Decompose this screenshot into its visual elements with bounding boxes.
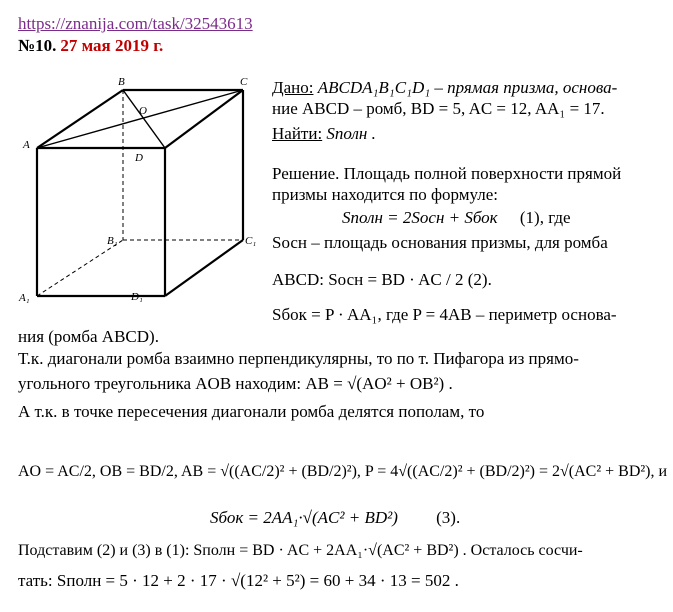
label-D: D: [135, 152, 143, 164]
label-C: C: [240, 76, 248, 88]
given-line-2: ние ABCD – ромб, BD = 5, AC = 12, AA₁ = 17.: [272, 99, 605, 118]
given-label: Дано:: [272, 78, 314, 97]
label-O: O: [139, 105, 147, 117]
task-number: №10.: [18, 36, 57, 55]
solution-line-4: Sбок = P · AA₁, где P = 4AB – периметр основа-: [272, 305, 617, 324]
solution-line-3: Sосн – площадь основания призмы, для ромба: [272, 233, 608, 252]
formula-1: [342, 208, 571, 228]
formula-4: [210, 508, 460, 528]
formula-2: ABCD: Sосн = BD · AC / 2 (2).: [272, 270, 492, 289]
formula-3: AO = AC/2, OB = BD/2, AB = √((AC/2)² + (BD/2)²), P = 4√((AC/2)² + (BD/2)²) = 2√(AC² + BD²), и: [18, 463, 668, 480]
solution-line-6: Т.к. диагонали ромба взаимно перпендикулярны, то по т. Пифагора из прямо-: [18, 349, 579, 368]
prism-figure: [15, 72, 270, 312]
label-B: B: [118, 76, 125, 88]
task-link[interactable]: https://znanija.com/task/32543613: [18, 14, 253, 33]
formula-1-note: (1), где: [519, 208, 571, 227]
given-line-1: [272, 78, 617, 98]
label-D1: D₁: [131, 291, 143, 303]
solution-line-9: Подставим (2) и (3) в (1): Sполн = BD · AC + 2AA₁·√(AC² + BD²) . Осталось сосчи-: [18, 542, 583, 559]
solution-line-10: тать: Sполн = 5 · 12 + 2 · 17 · √(12² + 5²) = 60 + 34 · 13 = 502 .: [18, 571, 459, 590]
formula-1-expr: Sполн = 2Sосн + Sбок: [342, 208, 498, 227]
find-value: Sполн .: [326, 124, 376, 143]
task-date: 27 мая 2019 г.: [60, 36, 164, 55]
solution-line-2: призмы находится по формуле:: [272, 185, 498, 204]
solution-line-7: угольного треугольника AOB находим: AB = √(AO² + OB²) .: [18, 374, 453, 393]
label-B1: B₁: [107, 235, 118, 247]
formula-4-expr: Sбок = 2AA₁·√(AC² + BD²): [210, 508, 398, 527]
find-line: [272, 124, 376, 144]
solution-line-1: Решение. Площадь полной поверхности прямой: [272, 164, 622, 183]
solution-line-8: А т.к. в точке пересечения диагонали ромба делятся пополам, то: [18, 402, 485, 421]
label-C1: C₁: [245, 235, 257, 247]
solution-line-5: ния (ромба ABCD).: [18, 327, 159, 346]
label-A: A: [23, 139, 30, 151]
given-text-1: ABCDA₁B₁C₁D₁ – прямая призма, основа-: [317, 78, 618, 97]
formula-4-note: (3).: [436, 508, 461, 527]
find-label: Найти:: [272, 124, 323, 143]
label-A1: A₁: [19, 292, 30, 304]
task-header: [18, 36, 163, 56]
